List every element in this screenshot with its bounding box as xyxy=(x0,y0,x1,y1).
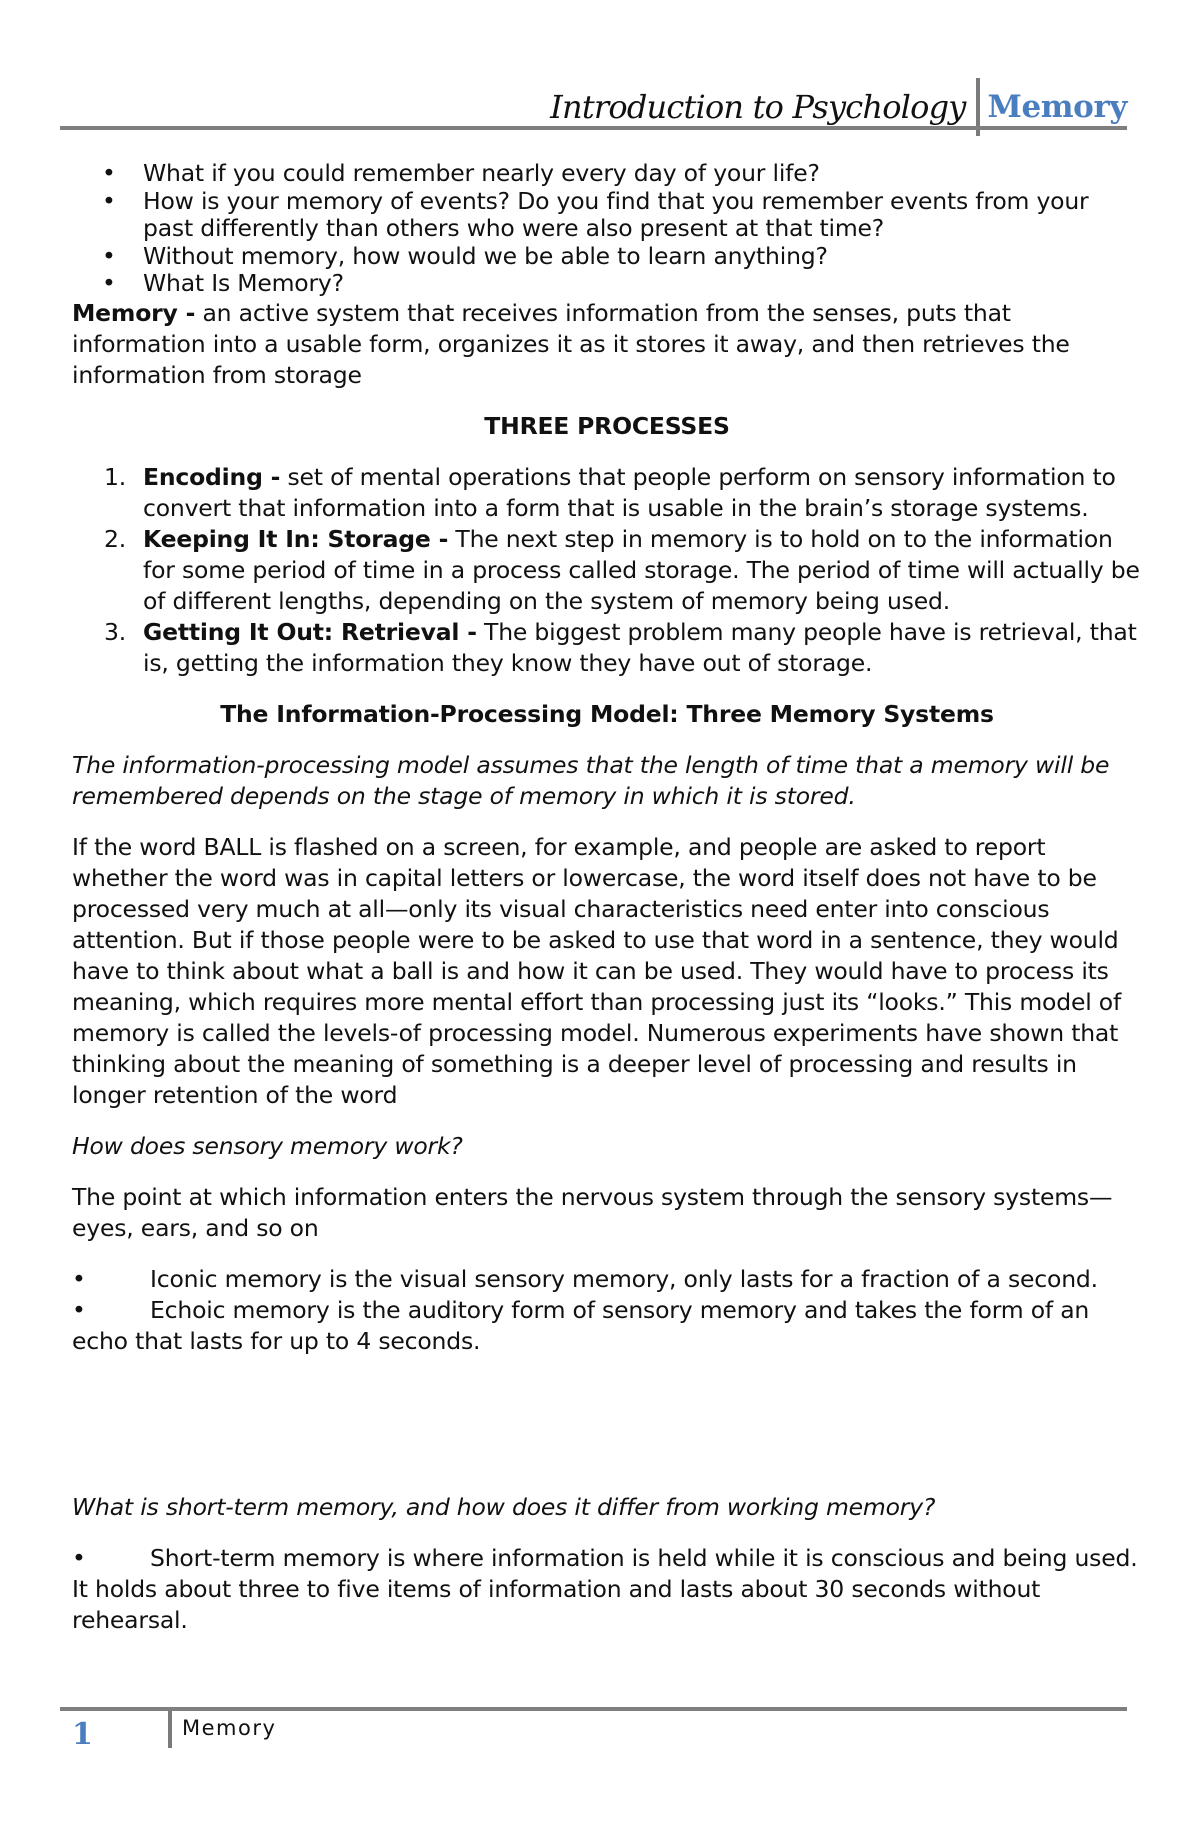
sensory-answer: The point at which information enters the nervous system through the sensory systems—eyes, ears, and so on xyxy=(72,1182,1113,1242)
header-topic: Memory xyxy=(987,89,1127,125)
list-item xyxy=(72,462,1142,524)
sensory-question: How does sensory memory work? xyxy=(72,1131,463,1160)
page-number: 1 xyxy=(72,1717,93,1752)
item-number: 2. xyxy=(104,524,127,553)
question-list xyxy=(72,160,1142,298)
bullet-glyph: • xyxy=(72,1295,86,1324)
ipm-heading: The Information-Processing Model: Three Memory Systems xyxy=(220,699,994,728)
list-item: • Without memory, how would we be able to learn anything? xyxy=(72,243,1142,271)
bullet-text: Iconic memory is the visual sensory memory, only lasts for a fraction of a second. xyxy=(150,1264,1098,1293)
bullet-glyph: • xyxy=(72,1264,86,1293)
list-item: • What if you could remember nearly every day of your life? xyxy=(72,160,1142,188)
list-item: • What Is Memory? xyxy=(72,270,1142,298)
ipm-example: If the word BALL is flashed on a screen, for example, and people are asked to report whether the word was in capital letters or lowercase, the word itself does not have to be processed very much at all—only its visual characteristics need enter into conscious attention. But if those people were to be asked to use that word in a sentence, they would have to think about what a ball is and how it can be used. They would have to process its meaning, which requires more mental effort than processing just its “looks.” This model of memory is called the levels-of processing model. Numerous experiments have shown that thinking about the meaning of something is a deeper level of processing and results in longer retention of the word xyxy=(72,832,1122,1109)
header-title: Introduction to Psychology xyxy=(550,88,966,126)
item-term: Encoding - xyxy=(143,462,281,491)
bullet-text: Echoic memory is the auditory form of sensory memory and takes the form of an echo that lasts for up to 4 seconds. xyxy=(72,1295,1090,1355)
list-item xyxy=(72,617,1142,679)
three-processes-heading: THREE PROCESSES xyxy=(484,411,730,440)
footer-rule xyxy=(60,1707,1127,1711)
sensory-bullet-iconic xyxy=(72,1264,1142,1295)
short-term-bullet xyxy=(72,1543,1142,1636)
item-number: 3. xyxy=(104,617,127,646)
bullet-text: Short-term memory is where information is held while it is conscious and being used. It holds about three to five items of information and lasts about 30 seconds without rehearsal. xyxy=(72,1543,1138,1634)
ipm-assumption: The information-processing model assumes that the length of time that a memory will be remembered depends on the stage of memory in which it is stored. xyxy=(72,750,1110,810)
bullet-glyph: • xyxy=(72,1543,86,1572)
footer-topic: Memory xyxy=(182,1716,277,1740)
definition-term: Memory - xyxy=(72,298,196,327)
sensory-bullet-echoic xyxy=(72,1295,1142,1357)
process-list xyxy=(72,462,1142,679)
item-text: The next step in memory is to hold on to the information for some period of time in a process called storage. The period of time will actually be of different lengths, depending on the system of memory being used. xyxy=(143,524,1140,615)
memory-definition xyxy=(72,298,1142,391)
header-rule xyxy=(60,126,1127,130)
list-item: • How is your memory of events? Do you find that you remember events from your past differently than others who were also present at that time? xyxy=(72,188,1142,243)
item-term: Getting It Out: Retrieval - xyxy=(143,617,477,646)
short-term-question: What is short-term memory, and how does it differ from working memory? xyxy=(72,1492,936,1521)
list-item xyxy=(72,524,1142,617)
document-body xyxy=(72,160,1142,1636)
item-number: 1. xyxy=(104,462,127,491)
footer-separator xyxy=(168,1711,172,1748)
item-text: The biggest problem many people have is retrieval, that is, getting the information they know they have out of storage. xyxy=(143,617,1137,677)
item-text: set of mental operations that people perform on sensory information to convert that information into a form that is usable in the brain’s storage systems. xyxy=(143,462,1116,522)
definition-text: an active system that receives information from the senses, puts that information into a usable form, organizes it as it stores it away, and then retrieves the information from storage xyxy=(72,298,1070,389)
item-term: Keeping It In: Storage - xyxy=(143,524,449,553)
